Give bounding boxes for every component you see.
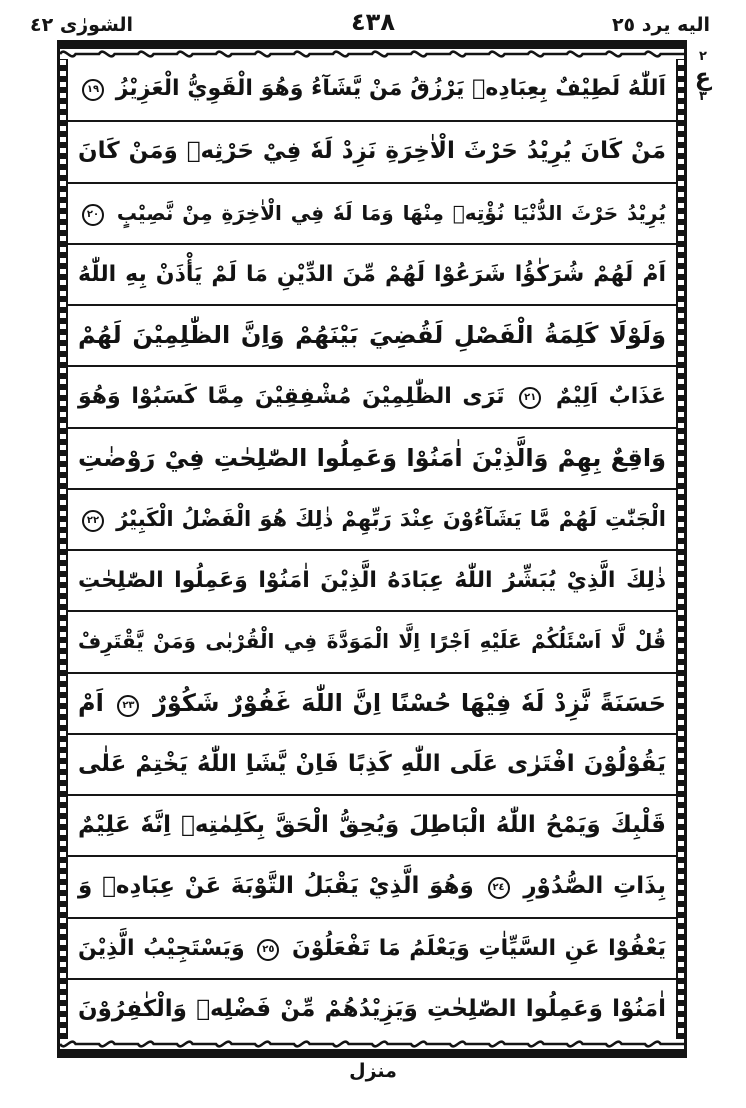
quran-line-7: [68, 427, 676, 488]
quran-line-6: [68, 365, 676, 426]
quran-text: يُرِيْدُ حَرْثَ الدُّنْيَا نُؤْتِهٖ مِنْهَا وَمَا لَهٗ فِي الْاٰخِرَةِ مِنْ نَّصِيْبٍ: [116, 200, 666, 225]
quran-line-1: [68, 59, 676, 120]
quran-line-10: [68, 610, 676, 671]
quran-text: وَيَسْتَجِيْبُ الَّذِيْنَ: [78, 935, 245, 961]
ayah-number-marker: ٢٣: [117, 695, 139, 717]
quran-text: اٰمَنُوْا وَعَمِلُوا الصّٰلِحٰتِ وَيَزِيْدُهُمْ مِّنْ فَضْلِهٖ وَالْكٰفِرُوْنَ: [78, 995, 666, 1022]
quran-text: يَعْفُوْا عَنِ السَّيِّاٰتِ وَيَعْلَمُ مَا تَفْعَلُوْنَ: [291, 935, 666, 961]
quran-line-2: [68, 120, 676, 181]
ayah-number-marker: ٢٠: [82, 204, 104, 226]
quran-text: اَمْ: [77, 688, 104, 717]
quran-text: يَقُوْلُوْنَ افْتَرٰى عَلَى اللّٰهِ كَذِبًا فَاِنْ يَّشَاِ اللّٰهُ يَخْتِمْ عَلٰى: [78, 750, 666, 777]
mushaf-text-frame: [57, 40, 687, 1058]
border-ornament-top-icon: [60, 43, 684, 59]
quran-text: اَمْ لَهُمْ شُرَكٰؤُا شَرَعُوْا لَهُمْ مِّنَ الدِّيْنِ مَا لَمْ يَأْذَنْ بِهِ اللّٰهُ: [78, 261, 666, 287]
quran-line-14: [68, 855, 676, 916]
quran-text: وَلَوْلَا كَلِمَةُ الْفَصْلِ لَقُضِيَ بَيْنَهُمْ وَاِنَّ الظّٰلِمِيْنَ لَهُمْ: [78, 321, 666, 349]
quran-line-13: [68, 794, 676, 855]
quran-lines: [66, 59, 678, 1039]
quran-text: وَاقِعٌ بِهِمْ وَالَّذِيْنَ اٰمَنُوْا وَعَمِلُوا الصّٰلِحٰتِ فِيْ رَوْضٰتِ: [78, 443, 666, 472]
quran-line-8: [68, 488, 676, 549]
quran-line-11: [68, 672, 676, 733]
ruku-marker: [692, 50, 714, 104]
ayah-number-marker: ٢٥: [257, 939, 279, 961]
quran-text: وَهُوَ الَّذِيْ يَقْبَلُ التَّوْبَةَ عَنْ عِبَادِهٖ وَ: [78, 873, 474, 900]
quran-line-9: [68, 549, 676, 610]
quran-line-16: [68, 978, 676, 1039]
quran-text: حَسَنَةً نَّزِدْ لَهٗ فِيْهَا حُسْنًا اِنَّ اللّٰهَ غَفُوْرٌ شَكُوْرٌ: [153, 688, 666, 717]
quran-text: قَلْبِكَ وَيَمْحُ اللّٰهُ الْبَاطِلَ وَيُحِقُّ الْحَقَّ بِكَلِمٰتِهٖ اِنَّهٗ عَلِيْمٌ: [78, 812, 666, 838]
ayah-number-marker: ١٩: [82, 79, 104, 101]
ruku-count-bottom: ٣: [699, 89, 707, 104]
quran-text: عَذَابٌ اَلِيْمٌ: [555, 384, 666, 410]
surah-name-label: الشورٰى ٤٢: [30, 14, 134, 36]
quran-line-4: [68, 243, 676, 304]
quran-text: بِذَاتِ الصُّدُوْرِ: [523, 873, 666, 900]
ayah-number-marker: ٢١: [519, 387, 541, 409]
ruku-ain-symbol: ع: [694, 63, 712, 91]
quran-line-3: [68, 182, 676, 243]
ayah-number-marker: ٢٢: [82, 510, 104, 532]
quran-text: ذٰلِكَ الَّذِيْ يُبَشِّرُ اللّٰهُ عِبَادَهُ الَّذِيْنَ اٰمَنُوْا وَعَمِلُوا الصّٰلِحٰتِ: [78, 568, 666, 593]
ayah-number-marker: ٢٤: [488, 877, 510, 899]
quran-line-15: [68, 917, 676, 978]
quran-text: قُلْ لَّا اَسْئَلُكُمْ عَلَيْهِ اَجْرًا اِلَّا الْمَوَدَّةَ فِي الْقُرْبٰى وَمَنْ يَّقْتَرِفْ: [78, 629, 666, 654]
ruku-count-top: ٢: [699, 49, 707, 64]
quran-line-5: [68, 304, 676, 365]
border-ornament-bottom-icon: [60, 1039, 684, 1055]
juz-name-label: اليه يرد ٢٥: [611, 14, 710, 36]
quran-text: مَنْ كَانَ يُرِيْدُ حَرْثَ الْاٰخِرَةِ نَزِدْ لَهٗ فِيْ حَرْثِهٖ وَمَنْ كَانَ: [78, 138, 666, 165]
quran-text: الْجَنّٰتِ لَهُمْ مَّا يَشَآءُوْنَ عِنْدَ رَبِّهِمْ ذٰلِكَ هُوَ الْفَضْلُ الْكَبِيْرُ: [116, 506, 666, 531]
page-header: [0, 8, 746, 40]
page-number: ٤٣٨: [351, 8, 395, 36]
quran-line-12: [68, 733, 676, 794]
quran-text: اَللّٰهُ لَطِيْفٌ بِعِبَادِهٖ يَرْزُقُ مَنْ يَّشَآءُ وَهُوَ الْقَوِيُّ الْعَزِيْزُ: [115, 76, 666, 101]
footer-catchword: منزل: [349, 1060, 397, 1082]
quran-text: تَرَى الظّٰلِمِيْنَ مُشْفِقِيْنَ مِمَّا كَسَبُوْا وَهُوَ: [78, 384, 505, 410]
